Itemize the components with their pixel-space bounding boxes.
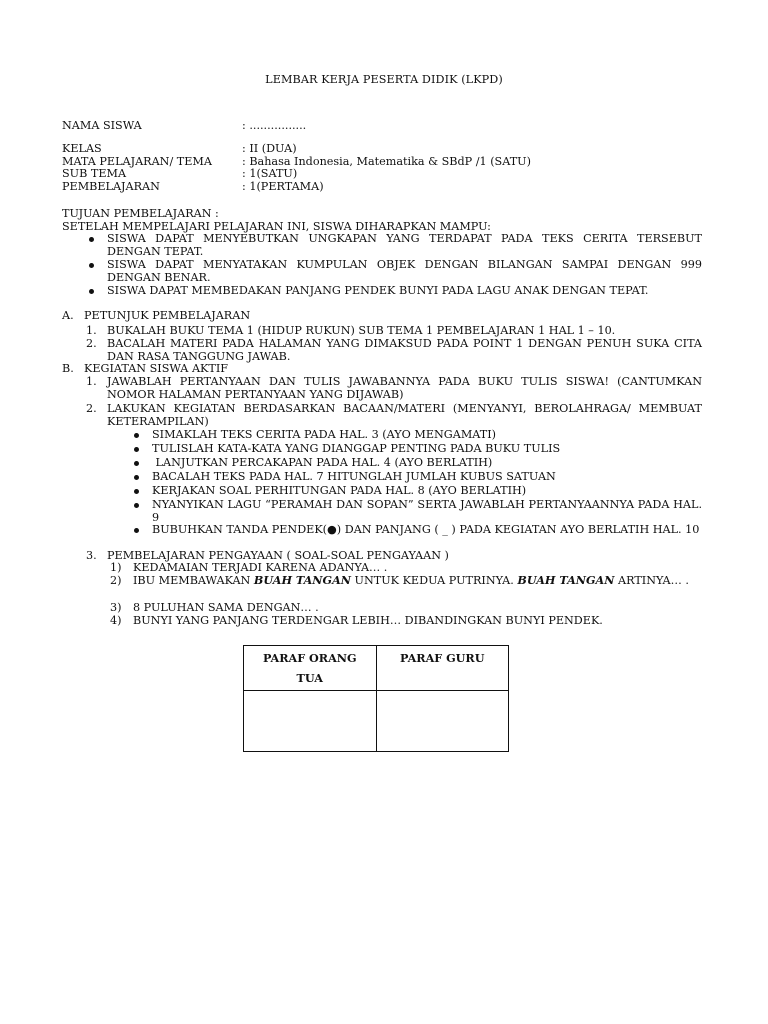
bullet-icon	[89, 289, 94, 294]
activity-item: LANJUTKAN PERCAKAPAN PADA HAL. 4 (AYO BERLATIH)	[152, 456, 493, 469]
bullet-icon	[134, 433, 139, 438]
objectives-intro: SETELAH MEMPELAJARI PELAJARAN INI, SISWA DIHARAPKAN MAMPU:	[62, 220, 491, 233]
identity-label: SUB TEMA	[62, 167, 127, 180]
objective-item: SISWA DAPAT MENYATAKAN KUMPULAN OBJEK DENGAN BILANGAN SAMPAI DENGAN 999 DENGAN BENAR.	[107, 258, 702, 284]
enrichment-heading: PEMBELAJARAN PENGAYAAN ( SOAL-SOAL PENGAYAAN )	[107, 549, 449, 562]
bullet-icon	[134, 447, 139, 452]
list-marker: 1.	[86, 375, 97, 388]
section-a-marker: A.	[62, 309, 74, 322]
enrichment-question: 8 PULUHAN SAMA DENGAN… .	[133, 601, 319, 614]
list-marker: 3)	[110, 601, 122, 614]
bullet-icon	[134, 475, 139, 480]
bullet-icon	[134, 489, 139, 494]
bullet-icon	[134, 503, 139, 508]
question-text: UNTUK KEDUA PUTRINYA.	[351, 574, 518, 587]
identity-label: PEMBELAJARAN	[62, 180, 160, 193]
objective-item: SISWA DAPAT MENYEBUTKAN UNGKAPAN YANG TERDAPAT PADA TEKS CERITA TERSEBUT DENGAN TEPAT.	[107, 232, 702, 258]
identity-value: : II (DUA)	[242, 142, 297, 155]
instruction-item: BACALAH MATERI PADA HALAMAN YANG DIMAKSUD PADA POINT 1 DENGAN PENUH SUKA CITA DAN RASA TANGGUNG JAWAB.	[107, 337, 702, 363]
list-marker: 1)	[110, 561, 122, 574]
list-marker: 1.	[86, 324, 97, 337]
emphasis-text: BUAH TANGAN	[253, 573, 351, 587]
question-text: ARTINYA… .	[614, 574, 689, 587]
question-text: IBU MEMBAWAKAN	[133, 574, 254, 587]
parent-signature-cell[interactable]	[244, 691, 377, 752]
instruction-item: BUKALAH BUKU TEMA 1 (HIDUP RUKUN) SUB TEMA 1 PEMBELAJARAN 1 HAL 1 – 10.	[107, 324, 616, 337]
section-a-heading: PETUNJUK PEMBELAJARAN	[84, 309, 251, 322]
identity-value: : ................	[242, 119, 307, 132]
identity-row-class	[62, 142, 297, 155]
list-marker: 2.	[86, 337, 97, 350]
emphasis-text: BUAH TANGAN	[517, 573, 615, 587]
bullet-icon	[134, 461, 139, 466]
objective-item: SISWA DAPAT MEMBEDAKAN PANJANG PENDEK BUNYI PADA LAGU ANAK DENGAN TEPAT.	[107, 284, 649, 297]
bullet-icon	[89, 263, 94, 268]
list-marker: 3.	[86, 549, 97, 562]
identity-label: MATA PELAJARAN/ TEMA	[62, 155, 212, 168]
activity-item: TULISLAH KATA-KATA YANG DIANGGAP PENTING PADA BUKU TULIS	[152, 442, 561, 455]
identity-value: : 1(SATU)	[242, 167, 298, 180]
identity-value: : Bahasa Indonesia, Matematika & SBdP /1 (SATU)	[242, 155, 531, 168]
teacher-signature-header: PARAF GURU	[376, 646, 509, 691]
bullet-icon	[134, 528, 139, 533]
identity-row-lesson	[62, 180, 324, 193]
list-marker: 2.	[86, 402, 97, 415]
identity-value: : 1(PERTAMA)	[242, 180, 324, 193]
activity-instruction: JAWABLAH PERTANYAAN DAN TULIS JAWABANNYA PADA BUKU TULIS SISWA! (CANTUMKAN NOMOR HALAMAN PERTANYAAN YANG DIJAWAB)	[107, 375, 702, 401]
activity-item: SIMAKLAH TEKS CERITA PADA HAL. 3 (AYO MENGAMATI)	[152, 428, 496, 441]
activity-item: BACALAH TEKS PADA HAL. 7 HITUNGLAH JUMLAH KUBUS SATUAN	[152, 470, 556, 483]
identity-row-name	[62, 119, 306, 132]
list-marker: 4)	[110, 614, 122, 627]
section-b-heading: KEGIATAN SISWA AKTIF	[84, 362, 229, 375]
enrichment-question: BUNYI YANG PANJANG TERDENGAR LEBIH… DIBANDINGKAN BUNYI PENDEK.	[133, 614, 603, 627]
enrichment-question	[133, 574, 702, 587]
identity-label: NAMA SISWA	[62, 119, 142, 132]
bullet-icon	[89, 237, 94, 242]
activity-item: BUBUHKAN TANDA PENDEK(●) DAN PANJANG ( _ ) PADA KEGIATAN AYO BERLATIH HAL. 10	[152, 523, 700, 536]
activity-item: KERJAKAN SOAL PERHITUNGAN PADA HAL. 8 (AYO BERLATIH)	[152, 484, 527, 497]
page-title: LEMBAR KERJA PESERTA DIDIK (LKPD)	[265, 73, 503, 86]
activity-item: NYANYIKAN LAGU “PERAMAH DAN SOPAN” SERTA JAWABLAH PERTANYAANNYA PADA HAL. 9	[152, 498, 702, 524]
signature-table	[243, 645, 509, 752]
section-b-marker: B.	[62, 362, 74, 375]
identity-label: KELAS	[62, 142, 102, 155]
enrichment-question: KEDAMAIAN TERJADI KARENA ADANYA… .	[133, 561, 388, 574]
objectives-heading: TUJUAN PEMBELAJARAN :	[62, 207, 219, 220]
parent-signature-header: PARAF ORANG TUA	[244, 646, 377, 691]
activity-instruction: LAKUKAN KEGIATAN BERDASARKAN BACAAN/MATERI (MENYANYI, BEROLAHRAGA/ MEMBUAT KETERAMPILAN)	[107, 402, 702, 428]
identity-row-subtheme	[62, 167, 297, 180]
teacher-signature-cell[interactable]	[376, 691, 509, 752]
list-marker: 2)	[110, 574, 122, 587]
